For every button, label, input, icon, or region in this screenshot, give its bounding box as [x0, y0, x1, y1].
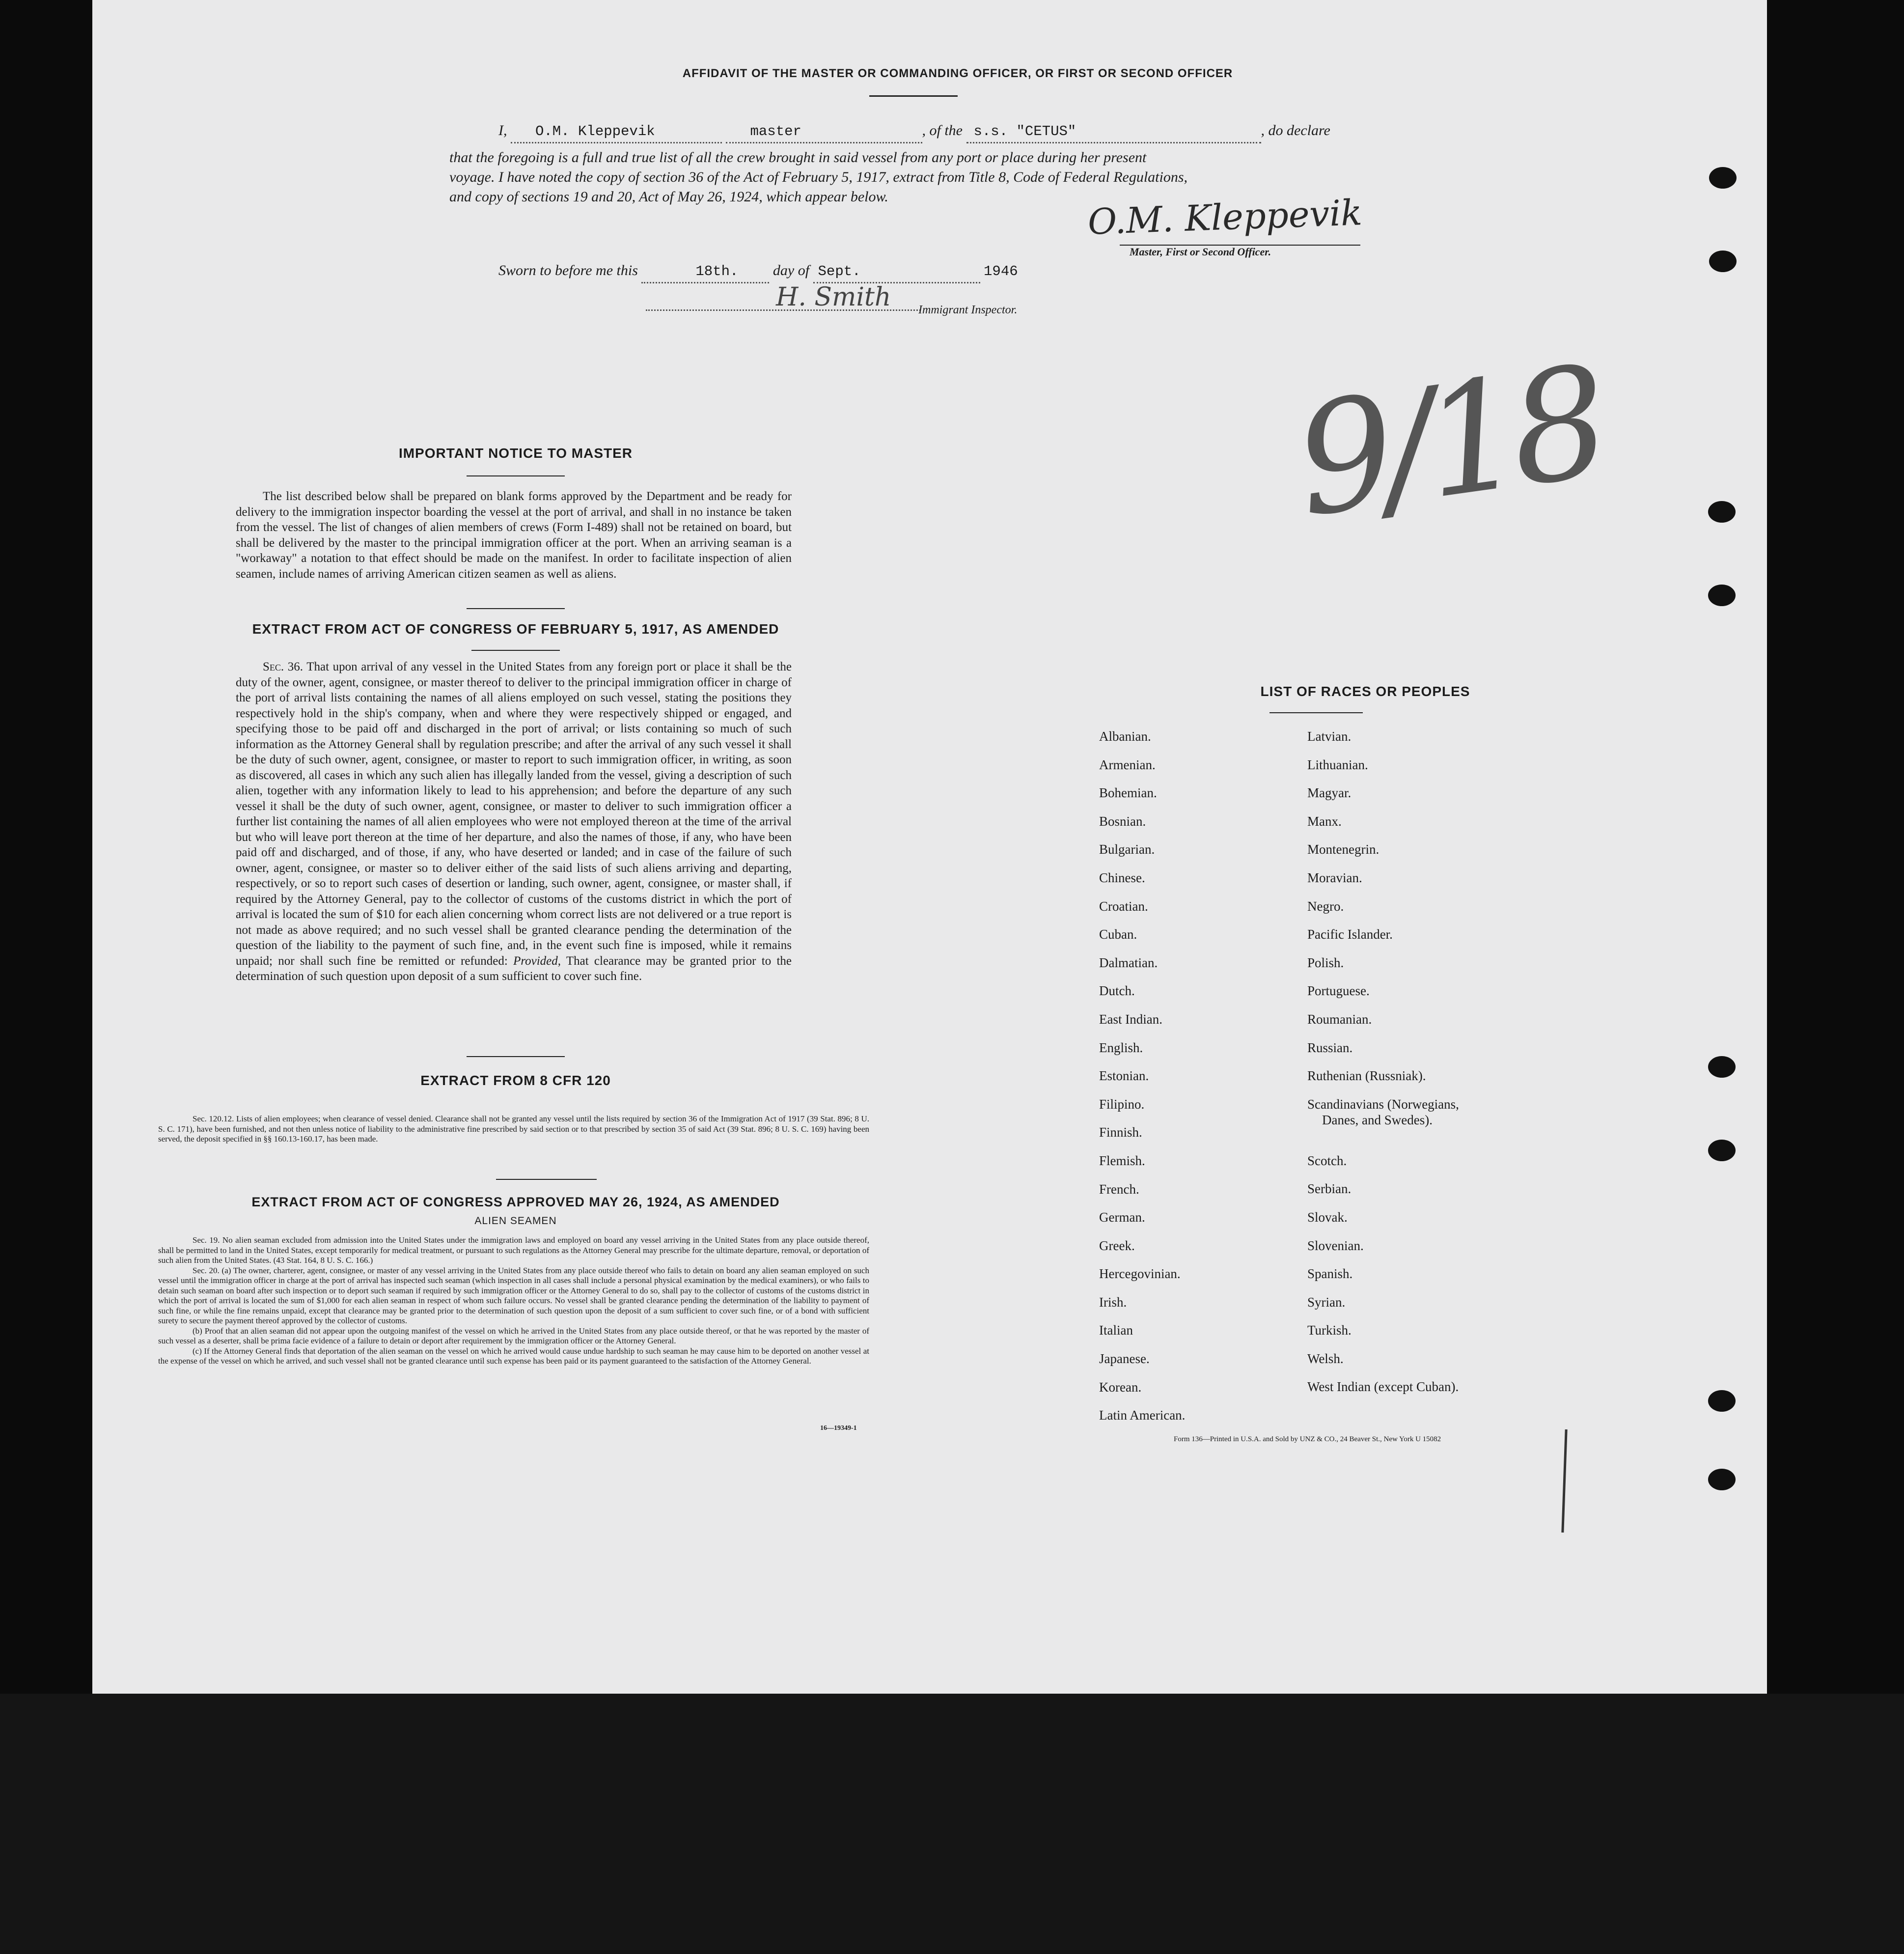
affidavit-line-4: and copy of sections 19 and 20, Act of May 26, 1924, which appear below.: [449, 189, 888, 205]
inspector-line: [646, 309, 921, 311]
race-item: Irish.: [1099, 1294, 1127, 1310]
do-declare-label: , do declare: [1261, 122, 1330, 139]
race-item: Dalmatian.: [1099, 955, 1158, 970]
punch-hole: [1708, 501, 1736, 523]
affidavit-line-2: that the foregoing is a full and true list of all the crew brought in said vessel from any port or place during her present: [449, 149, 1147, 166]
punch-hole: [1708, 1056, 1736, 1078]
divider: [471, 650, 560, 651]
handwritten-date: 9/18: [1285, 333, 1610, 552]
affidavit-line-1: [498, 120, 1382, 143]
race-item: Roumanian.: [1307, 1011, 1372, 1027]
inspector-caption: Immigrant Inspector.: [918, 304, 1018, 316]
sec36-label: Sec. 36.: [263, 660, 304, 673]
sworn-year: 1946: [984, 263, 1018, 279]
race-item: Hercegovinian.: [1099, 1266, 1181, 1282]
form-footer: Form 136—Printed in U.S.A. and Sold by UNZ & CO., 24 Beaver St., New York U 15082: [1174, 1435, 1441, 1443]
race-item: Flemish.: [1099, 1153, 1145, 1168]
race-item: French.: [1099, 1181, 1139, 1197]
day-of-label: day of: [773, 262, 810, 279]
race-item: English.: [1099, 1040, 1143, 1055]
divider: [467, 475, 565, 476]
race-item: Bohemian.: [1099, 785, 1157, 801]
race-item: Albanian.: [1099, 729, 1151, 744]
punch-hole: [1708, 1469, 1736, 1490]
race-item: German.: [1099, 1210, 1145, 1225]
race-item: Polish.: [1307, 955, 1344, 970]
race-item: Lithuanian.: [1307, 757, 1368, 772]
scan-background: [0, 1694, 1904, 1954]
extract-1924-title: EXTRACT FROM ACT OF CONGRESS APPROVED MAY 26, 1924, AS AMENDED: [251, 1195, 780, 1209]
race-item: Montenegrin.: [1307, 842, 1380, 857]
race-item: East Indian.: [1099, 1011, 1162, 1027]
race-item: Scandinavians (Norwegians,: [1307, 1096, 1459, 1112]
race-item: Italian: [1099, 1323, 1133, 1338]
divider: [869, 95, 958, 97]
extract-1917-title: EXTRACT FROM ACT OF CONGRESS OF FEBRUARY 5, 1917, AS AMENDED: [252, 621, 779, 637]
race-item: Portuguese.: [1307, 983, 1370, 999]
race-item: Korean.: [1099, 1379, 1142, 1395]
race-item: Finnish.: [1099, 1125, 1142, 1140]
race-item: Latvian.: [1307, 729, 1352, 744]
race-item: Slovenian.: [1307, 1238, 1364, 1253]
punch-hole: [1708, 1140, 1736, 1161]
race-item: Magyar.: [1307, 785, 1352, 801]
vessel-name: s.s. "CETUS": [973, 123, 1076, 140]
affidavit-line-3: voyage. I have noted the copy of section 36 of the Act of February 5, 1917, extract from Title 8, Code of Federal Regulations,: [449, 169, 1188, 185]
sworn-month: Sept.: [818, 263, 861, 279]
cfr-title: EXTRACT FROM 8 CFR 120: [420, 1073, 611, 1088]
signature-caption: Master, First or Second Officer.: [1130, 246, 1271, 258]
race-item: Ruthenian (Russniak).: [1307, 1068, 1426, 1084]
sec36-body: That upon arrival of any vessel in the United States from any foreign port or place it shall be the duty of the owner, agent, consignee, or master thereof to deliver to the principal immigration officer in charge of the port of arrival lists containing the names of all aliens employed on such vessel, stating the positions they respectively hold in the ship's company, when and where they were respectively shipped or engaged, and specifying those to be paid off and discharged in the port of arrival; or lists containing so much of such information as the Attorney General shall by regulation prescribe; and after the arrival of any such vessel it shall be the duty of such owner, agent, consignee, or master to report to such immigration officer, in writing, as soon as discovered, all cases in which any such alien has illegally landed from the vessel, giving a description of such alien, together with any information likely to lead to his apprehension; and before the departure of any such vessel it shall be the duty of such owner, agent, consignee, or master to deliver to such immigration officer a further list containing the names of all alien employees who were not employed thereon at the time of the arrival but who will leave port thereon at the time of her departure, and also the names of those, if any, who have been paid off and discharged, and of those, if any, who have deserted or landed; and in case of the failure of such owner, agent, consignee, or master so to deliver either of the said lists of such aliens arriving and departing, respectively, or so to report such cases of desertion or landing, such owner, agent, consignee, or master shall, if required by the Attorney General, pay to the collector of customs of the customs district in which the port of arrival is located the sum of $10 for each alien concerning whom correct lists are not delivered or a true report is not made as above required; and no such vessel shall be granted clearance pending the determination of the question of the liability to the payment of such fine, and, in the event such fine is imposed, while it remains unpaid; nor shall such fine be remitted or refunded:: [236, 660, 792, 968]
notice-text: The list described below shall be prepared on blank forms approved by the Department and be ready for delivery to the immigration inspector boarding the vessel at the port of arrival, and shall in no instance be taken from the vessel. The list of changes of alien members of crews (Form I-489) shall not be retained on board, but shall be delivered by the master to the principal immigration officer at the port. When an arriving seaman is a "workaway" a notation to that effect should be made on the manifest. In order to facilitate inspection of alien seamen, include names of arriving American citizen seamen as well as aliens.: [236, 490, 792, 581]
sec19-text: Sec. 19. No alien seaman excluded from admission into the United States under the immigration laws and employed on board any vessel arriving in the United States from any place outside thereof, shall be permitted to land in the United States, except temporarily for medical treatment, or pursuant to such regulations as the Attorney General may prescribe for the ultimate departure, removal, or deportation of such alien from the United States. (43 Stat. 164, 8 U. S. C. 166.): [158, 1235, 869, 1265]
inspector-signature: H. Smith: [776, 282, 891, 312]
race-item: Latin American.: [1099, 1408, 1186, 1423]
race-item: West Indian (except Cuban).: [1307, 1379, 1459, 1395]
race-item: Slovak.: [1307, 1209, 1348, 1225]
race-item: Chinese.: [1099, 870, 1145, 885]
race-item: Negro.: [1307, 898, 1344, 914]
master-rank: master: [750, 123, 801, 140]
punch-hole: [1708, 1390, 1736, 1412]
punch-hole: [1709, 167, 1737, 189]
race-item: Russian.: [1307, 1040, 1353, 1055]
cfr-text: Sec. 120.12. Lists of alien employees; when clearance of vessel denied. Clearance shall not be granted any vessel until the lists required by section 36 of the Immigration Act of 1917 (39 Stat. 896; 8 U. S. C. 171), have been furnished, and not then unless notice of liability to the administrative fine prescribed by said section or to that prescribed by section 35 of said Act (39 Stat. 896; 8 U. S. C. 169) having been served, the deposit specified in §§ 160.13-160.17, has been made.: [158, 1114, 869, 1144]
extract-1917-text: [236, 659, 792, 984]
race-item: Cuban.: [1099, 927, 1137, 942]
divider: [467, 1056, 565, 1057]
sec20c-text: (c) If the Attorney General finds that deportation of the alien seaman on the vessel on which he arrived would cause undue hardship to such seaman he may cause him to be deported on another vessel at the expense of the vessel on which he arrived, and such vessel shall not be granted clearance until such expense has been paid or its payment guaranteed to the satisfaction of the Attorney General.: [158, 1346, 869, 1366]
race-item: Serbian.: [1307, 1181, 1352, 1197]
sworn-prefix: Sworn to before me this: [498, 262, 638, 279]
race-item: Bulgarian.: [1099, 842, 1155, 857]
extract-1924-text: [158, 1235, 869, 1367]
sworn-day: 18th.: [695, 263, 739, 279]
race-item: Greek.: [1099, 1238, 1135, 1253]
of-the-label: , of the: [922, 122, 963, 139]
race-item: Japanese.: [1099, 1351, 1150, 1367]
race-item: Estonian.: [1099, 1068, 1149, 1084]
divider: [1269, 712, 1363, 713]
form-code: 16—19349-1: [820, 1424, 857, 1432]
race-item: Armenian.: [1099, 757, 1156, 772]
races-title: LIST OF RACES OR PEOPLES: [1260, 684, 1470, 699]
divider: [467, 608, 565, 609]
race-item: Danes, and Swedes).: [1322, 1112, 1433, 1127]
sec36-end: That clearance may be granted prior to the determination of such question upon deposit of a sum sufficient to cover such fine.: [236, 954, 792, 983]
race-item: Scotch.: [1307, 1153, 1347, 1168]
punch-hole: [1708, 585, 1736, 606]
affidavit-title: AFFIDAVIT OF THE MASTER OR COMMANDING OFFICER, OR FIRST OR SECOND OFFICER: [682, 67, 1233, 80]
divider: [496, 1179, 597, 1180]
affidavit-pre-name: I,: [498, 122, 507, 139]
race-item: Dutch.: [1099, 983, 1135, 999]
race-item: Spanish.: [1307, 1266, 1353, 1282]
races-right-column: [1307, 729, 1459, 1408]
race-item: Turkish.: [1307, 1323, 1352, 1338]
race-item: Bosnian.: [1099, 813, 1146, 829]
sworn-line: [498, 260, 1137, 283]
race-item: Filipino.: [1099, 1096, 1145, 1112]
provided-label: Provided,: [513, 954, 561, 968]
notice-title: IMPORTANT NOTICE TO MASTER: [398, 446, 633, 461]
races-left-column: [1099, 729, 1185, 1436]
race-item: Croatian.: [1099, 898, 1148, 914]
punch-hole: [1709, 251, 1737, 272]
master-name: O.M. Kleppevik: [535, 123, 655, 140]
sec20b-text: (b) Proof that an alien seaman did not appear upon the outgoing manifest of the vessel on which he arrived in the United States from any place outside thereof, or that he was reported by the master of such vessel as a deserter, shall be prima facie evidence of a failure to detain or deport after requirement by the immigration officer or the Attorney General.: [158, 1326, 869, 1345]
race-item: Syrian.: [1307, 1294, 1346, 1310]
race-item: Manx.: [1307, 813, 1342, 829]
race-item: Pacific Islander.: [1307, 927, 1393, 942]
sec20a-text: Sec. 20. (a) The owner, charterer, agent, consignee, or master of any vessel arriving in the United States from any place outside thereof who fails to detain on board any alien seaman employed on such vessel until the immigration officer in charge at the port of arrival has inspected such seaman (which inspection in all cases shall include a personal physical examination by the medical examiners), or who fails to detain such seaman on board after such inspection or to deport such seaman if required by such immigration officer or the Attorney General to do so, shall pay to the collector of customs of the customs district in which the port of arrival is located the sum of $1,000 for each alien seaman in respect of whom such failure occurs. No vessel shall be granted clearance pending the determination of the liability to payment of such fine, or while the fine remains unpaid, except that clearance may be granted prior to the determination of such question upon the deposit of a sum sufficient to cover such fine, or of a bond with sufficient surety to secure the payment thereof approved by the collector of customs.: [158, 1265, 869, 1325]
race-item: Moravian.: [1307, 870, 1362, 885]
race-item: Welsh.: [1307, 1351, 1344, 1366]
alien-seamen-subtitle: ALIEN SEAMEN: [474, 1215, 557, 1227]
master-signature: O.M. Kleppevik: [1087, 192, 1363, 243]
